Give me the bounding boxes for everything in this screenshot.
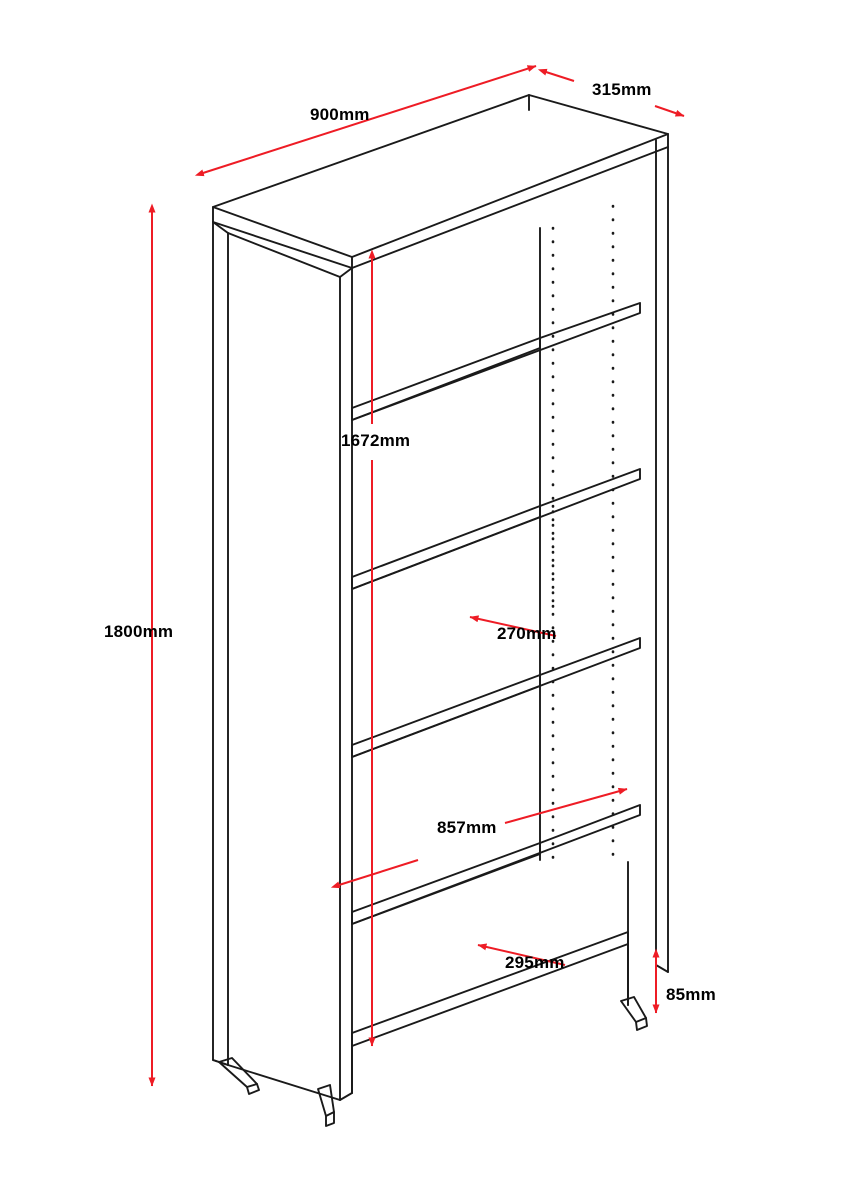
dimension-label-shelf-depth: 270mm — [497, 624, 557, 643]
base-panel — [352, 932, 628, 1093]
dimension-label-base-depth: 295mm — [505, 953, 565, 972]
left-side-panel — [213, 222, 340, 1100]
foot-right — [621, 997, 647, 1030]
dimension-lines — [152, 66, 684, 1086]
dimension-label-shelf-width: 857mm — [437, 818, 497, 837]
top-panel — [213, 95, 668, 268]
shelf-3 — [352, 638, 640, 757]
bookcase-body — [213, 95, 668, 1126]
carcass-front-left-edge — [340, 268, 352, 1100]
dimension-label-height-internal: 1672mm — [341, 431, 411, 450]
back-panel — [529, 95, 540, 860]
shelf-pin-holes — [553, 206, 613, 860]
dimension-label-height-overall: 1800mm — [104, 622, 174, 641]
right-side-panel — [628, 140, 668, 1005]
foot-front-left — [318, 1085, 334, 1126]
dimension-label-width-overall: 900mm — [310, 105, 370, 124]
shelf-1 — [352, 303, 640, 420]
dimension-label-depth-overall: 315mm — [592, 80, 652, 99]
dimension-label-foot-height: 85mm — [666, 985, 716, 1004]
shelf-2 — [352, 469, 640, 589]
